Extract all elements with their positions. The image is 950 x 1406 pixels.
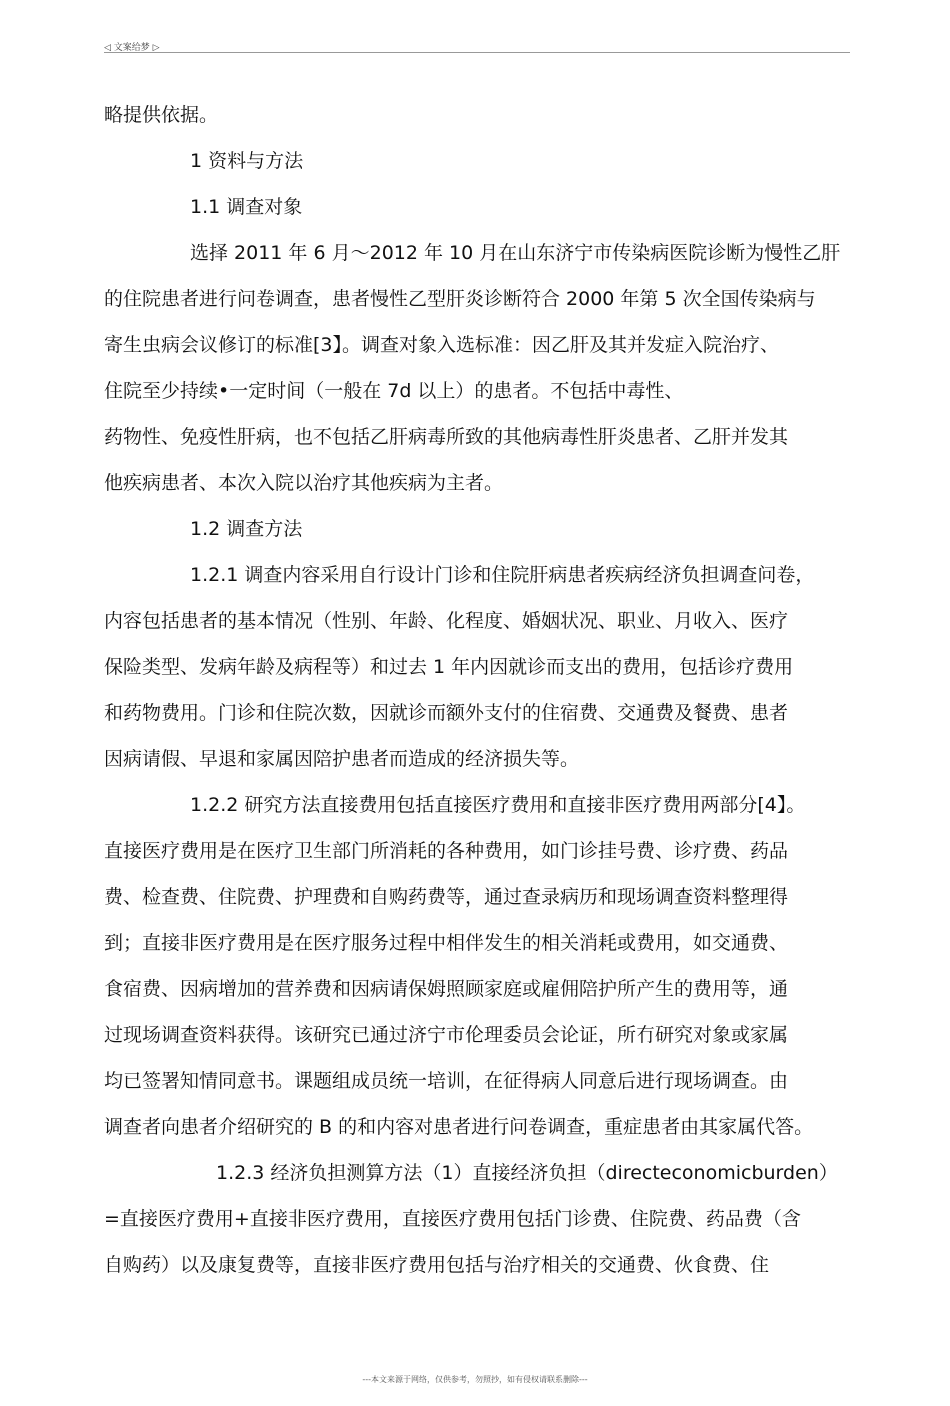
text-line: 和药物费用。门诊和住院次数，因就诊而额外支付的住宿费、交通费及餐费、患者	[104, 702, 789, 724]
subsection-heading: 1.1 调查对象	[190, 196, 303, 218]
document-body	[104, 92, 850, 1288]
subsection-heading: 1.2 调查方法	[190, 518, 303, 540]
text-line: 均已签署知情同意书。课题组成员统一培训，在征得病人同意后进行现场调查。由	[104, 1070, 789, 1092]
text-line: 调查者向患者介绍研究的 B 的和内容对患者进行问卷调查，重症患者由其家属代答。	[104, 1116, 814, 1138]
text-line: =直接医疗费用+直接非医疗费用，直接医疗费用包括门诊费、住院费、药品费（含	[104, 1208, 801, 1230]
text-line: 选择 2011 年 6 月〜2012 年 10 月在山东济宁市传染病医院诊断为慢性乙肝	[190, 242, 841, 264]
text-line: 自购药）以及康复费等，直接非医疗费用包括与治疗相关的交通费、伙食费、住	[104, 1254, 770, 1276]
text-line: 因病请假、早退和家属因陪护患者而造成的经济损失等。	[104, 748, 580, 770]
text-line: 1.2.1 调查内容采用自行设计门诊和住院肝病患者疾病经济负担调查问卷，	[190, 564, 815, 586]
text-line: 住院至少持续•一定时间（一般在 7d 以上）的患者。不包括中毒性、	[104, 380, 684, 402]
text-line: 略提供依据。	[104, 104, 219, 126]
text-line: 食宿费、因病增加的营养费和因病请保姆照顾家庭或雇佣陪护所产生的费用等，通	[104, 978, 789, 1000]
page-footer: ---本文来源于网络，仅供参考，勿照抄，如有侵权请联系删除---	[362, 1375, 588, 1384]
text-line: 直接医疗费用是在医疗卫生部门所消耗的各种费用，如门诊挂号费、诊疗费、药品	[104, 840, 789, 862]
text-line: 寄生虫病会议修订的标准[3】。调查对象入选标准：因乙肝及其并发症入院治疗、	[104, 334, 780, 356]
text-line: 到；直接非医疗费用是在医疗服务过程中相伴发生的相关消耗或费用，如交通费、	[104, 932, 789, 954]
text-line: 内容包括患者的基本情况（性别、年龄、化程度、婚姻状况、职业、月收入、医疗	[104, 610, 789, 632]
page-header: ◁ 文案给梦 ▷	[104, 43, 160, 53]
text-line: 费、检查费、住院费、护理费和自购药费等，通过查录病历和现场调查资料整理得	[104, 886, 789, 908]
text-line: 1.2.2 研究方法直接费用包括直接医疗费用和直接非医疗费用两部分[4】。	[190, 794, 806, 816]
text-line: 过现场调查资料获得。该研究已通过济宁市伦理委员会论证，所冇研究对象或家属	[104, 1024, 789, 1046]
text-line: 的住院患者进行问卷调查，患者慢性乙型肝炎诊断符合 2000 年第 5 次全国传染病与	[104, 288, 816, 310]
text-line: 药物性、免疫性肝病，也不包括乙肝病毒所致的其他病毒性肝炎患者、乙肝并发其	[104, 426, 789, 448]
text-line: 1.2.3 经济负担测算方法（1）直接经济负担（directeconomicburden）	[216, 1162, 838, 1184]
section-heading: 1 资料与方法	[190, 150, 304, 172]
text-line: 保险类型、发病年龄及病程等）和过去 1 年内因就诊而支出的费用，包括诊疗费用	[104, 656, 794, 678]
text-line: 他疾病患者、本次入院以治疗其他疾病为主者。	[104, 472, 504, 494]
header-rule	[104, 52, 850, 53]
